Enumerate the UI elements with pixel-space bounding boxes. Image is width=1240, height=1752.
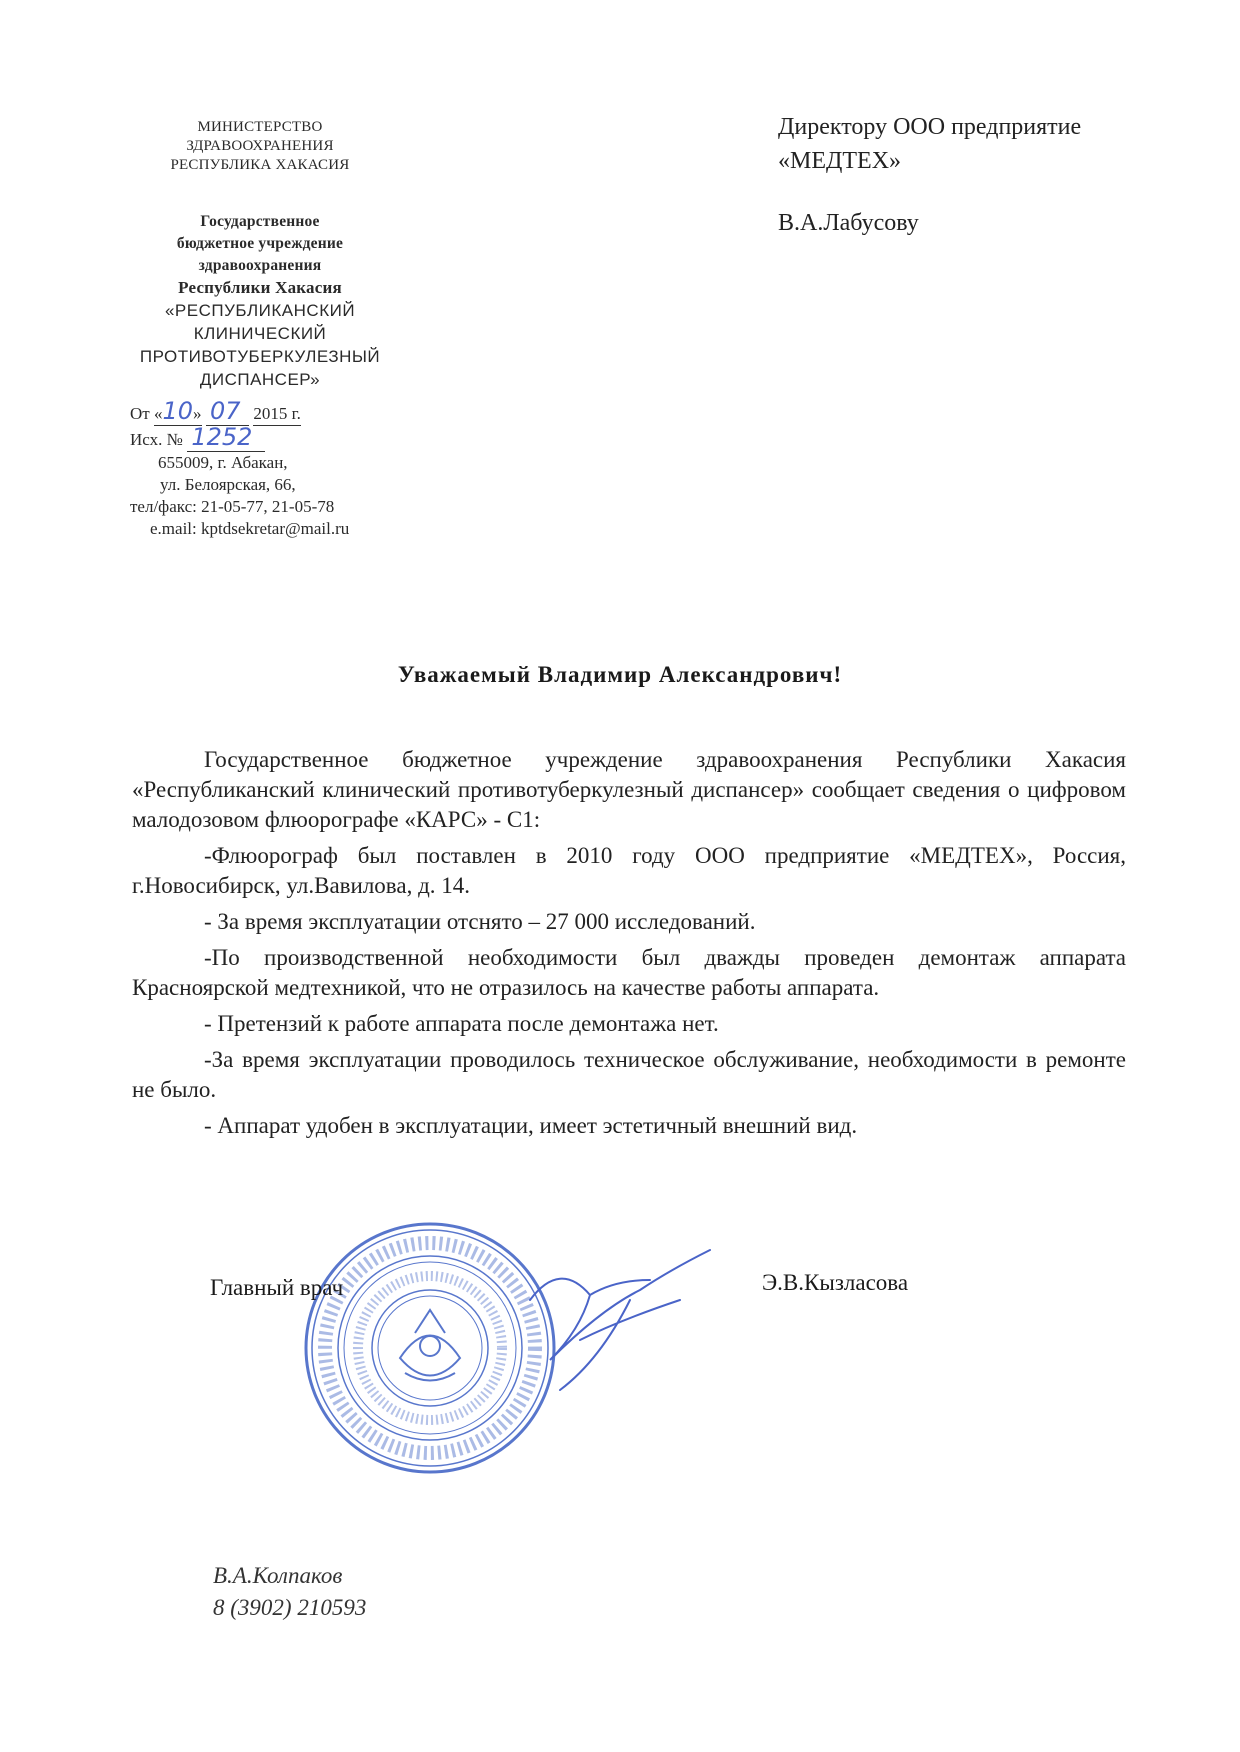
institution-line-4: Республики Хакасия [178,278,342,297]
addressee-name: В.А.Лабусову [778,210,919,236]
date-year: 2015 г. [253,403,301,426]
ref-prefix: Исх. № [130,430,183,449]
body-paragraph: Государственное бюджетное учреждение здравоохранения Республики Хакасия «Республиканский клинический противотуберкулезный диспансер» сообщает сведения о цифровом малодозовом флюорографе «КАРС» - С1: [132,747,1126,832]
institution-line-2: бюджетное учреждение [176,235,344,252]
institution-line-3: здравоохранения [198,257,322,274]
date-day-field: «10» [153,397,202,425]
letter-meta [130,397,430,540]
institution-name-line-4: ДИСПАНСЕР» [199,370,321,389]
ref-number: 1252 [191,423,253,451]
body-paragraph: - Претензий к работе аппарата после демонтажа нет. [204,1011,719,1036]
address-line-1: 655009, г. Абакан, [158,453,288,472]
greeting: Уважаемый Владимир Александрович! [397,662,843,687]
date-month: 07 [210,397,241,425]
ministry-line-3: РЕСПУБЛИКА ХАКАСИЯ [170,157,350,173]
signatory-position: Главный врач [210,1275,344,1300]
letterhead-gap [110,175,410,211]
executor-block [213,1560,366,1624]
body-paragraph: -За время эксплуатации проводилось техническое обслуживание, необходимости в ремонте не было. [132,1047,1126,1102]
ministry-line-2: ЗДРАВООХРАНЕНИЯ [186,138,334,154]
institution-name-line-2: КЛИНИЧЕСКИЙ [193,324,327,343]
body-paragraph: -По производственной необходимости был дважды проведен демонтаж аппарата Красноярской медтехникой, что не отразилось на качестве работы аппарата. [132,945,1126,1000]
addressee-line-1: Директору ООО предприятие [778,114,1082,140]
institution-line-1: Государственное [200,213,320,230]
executor-name: В.А.Колпаков [213,1563,343,1588]
body-paragraph: - Аппарат удобен в эксплуатации, имеет эстетичный внешний вид. [204,1113,858,1138]
ref-number-field [187,423,265,452]
address-line-2: ул. Белоярская, 66, [160,475,296,494]
executor-phone: 8 (3902) 210593 [213,1595,367,1620]
institution-name-line-3: ПРОТИВОТУБЕРКУЛЕЗНЫЙ [139,347,381,366]
body-paragraph: -Флюорограф был поставлен в 2010 году ООО предприятие «МЕДТЕХ», Россия, г.Новосибирск, ул.Вавилова, д. 14. [132,843,1126,898]
signatory-name: Э.В.Кызласова [762,1270,909,1295]
date-day: 10 [162,397,194,425]
body-paragraph: - За время эксплуатации отснято – 27 000 исследований. [204,909,756,934]
ref-row [130,423,430,452]
letter-body [132,745,1126,1147]
addressee [778,110,1178,240]
addressee-line-2: «МЕДТЕХ» [778,148,902,174]
date-prefix: От [130,404,150,423]
ministry-line-1: МИНИСТЕРСТВО [197,119,323,135]
date-row [130,397,430,426]
address-email: e.mail: kptdsekretar@mail.ru [150,519,350,538]
letterhead [110,118,410,391]
institution-name-line-1: «РЕСПУБЛИКАНСКИЙ [164,301,356,320]
handwritten-signature [520,1240,720,1420]
address-line-3: тел/факс: 21-05-77, 21-05-78 [130,497,335,516]
